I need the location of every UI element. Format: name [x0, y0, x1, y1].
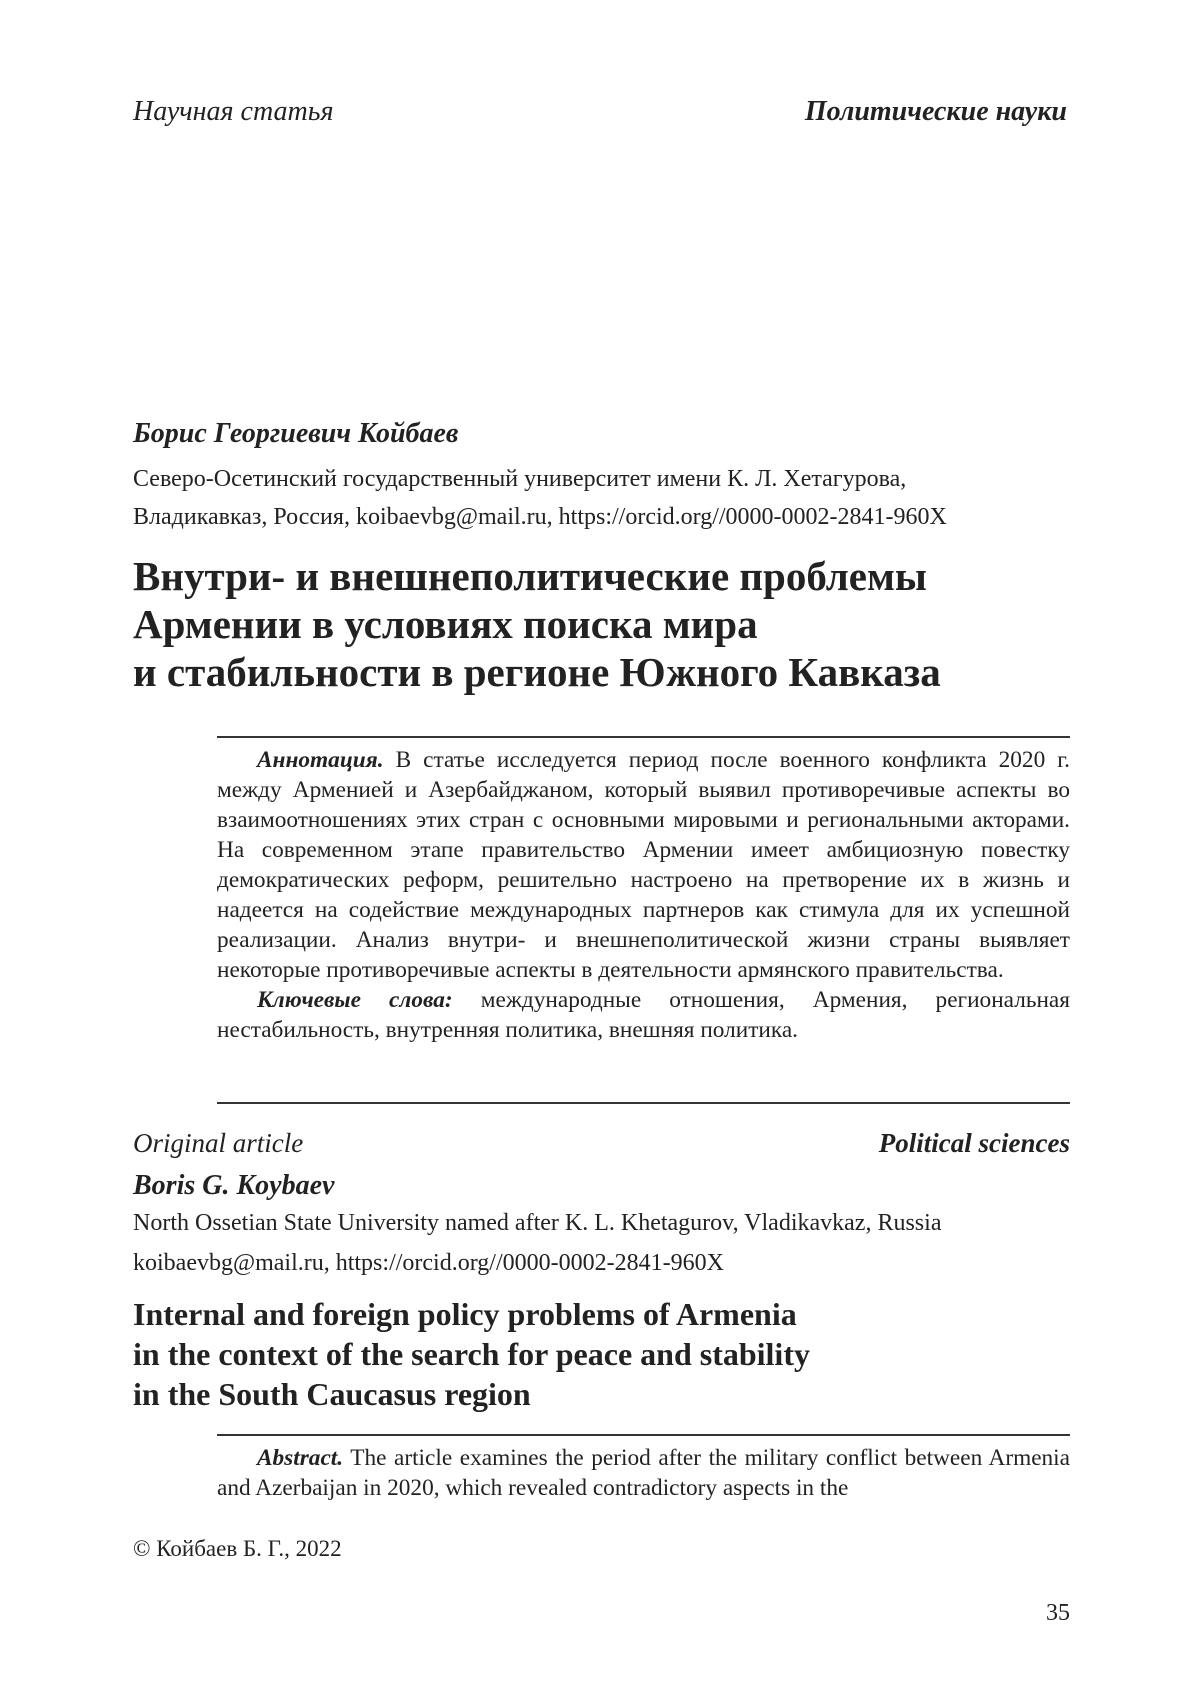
title-ru-line3: и стабильности в регионе Южного Кавказа: [133, 648, 1093, 696]
annotation-ru: [217, 745, 1070, 1045]
abstract-text: The article examines the period after the military conflict between Armenia and Azerbaijan in 2020, which revealed contradictory aspects in the: [217, 1445, 1070, 1501]
annotation-paragraph: [217, 745, 1070, 985]
author-affiliation-ru-line1: Северо-Осетинский государственный университет имени К. Л. Хетагурова,: [133, 466, 906, 493]
divider-top-ru: [217, 736, 1070, 738]
article-title-en: [133, 1294, 1033, 1414]
author-affiliation-ru-line2: Владикавказ, Россия, koibaevbg@mail.ru, https://orcid.org//0000-0002-2841-960X: [133, 504, 947, 531]
author-name-en: Boris G. Koybaev: [133, 1170, 334, 1202]
page-number: 35: [1046, 1600, 1070, 1627]
title-en-line3: in the South Caucasus region: [133, 1374, 1033, 1414]
copyright-notice: © Койбаев Б. Г., 2022: [133, 1536, 342, 1562]
title-ru-line1: Внутри- и внешнеполитические проблемы: [133, 552, 1093, 600]
article-title-ru: [133, 552, 1093, 696]
keywords-label: Ключевые слова:: [257, 987, 453, 1013]
title-en-line1: Internal and foreign policy problems of Armenia: [133, 1294, 1033, 1334]
divider-top-en: [217, 1434, 1070, 1436]
annotation-label: Аннотация.: [257, 747, 384, 773]
keywords-text: международные отношения, Армения, региональная нестабильность, внутренняя политика, внешняя политика.: [217, 987, 1070, 1043]
abstract-label: Abstract.: [257, 1445, 343, 1471]
keywords-paragraph: [217, 985, 1070, 1045]
annotation-text: В статье исследуется период после военного конфликта 2020 г. между Арменией и Азербайджаном, который выявил противоречивые аспекты во взаимоотношениях этих стран с основными мировыми и региональными акторами. На современном этапе правительство Армении имеет амбициозную повестку демократических реформ, решительно настроено на претворение их в жизнь и надеется на содействие международных партнеров как стимула для их успешной реализации. Анализ внутри- и внешнеполитической жизни страны выявляет некоторые противоречивые аспекты в деятельности армянского правительства.: [217, 747, 1070, 983]
title-ru-line2: Армении в условиях поиска мира: [133, 600, 1093, 648]
author-name-ru: Борис Георгиевич Койбаев: [133, 418, 458, 450]
author-affiliation-en-line2: koibaevbg@mail.ru, https://orcid.org//0000-0002-2841-960X: [133, 1250, 724, 1277]
article-type-ru: Научная статья: [133, 96, 334, 128]
abstract-en: [217, 1443, 1070, 1503]
abstract-paragraph: [217, 1443, 1070, 1503]
section-name-ru: Политические науки: [805, 96, 1067, 128]
section-name-en: Political sciences: [879, 1128, 1070, 1159]
title-en-line2: in the context of the search for peace and stability: [133, 1334, 1033, 1374]
article-type-en: Original article: [133, 1128, 303, 1159]
author-affiliation-en-line1: North Ossetian State University named after K. L. Khetagurov, Vladikavkaz, Russia: [133, 1210, 941, 1237]
divider-bottom-ru: [217, 1102, 1070, 1104]
